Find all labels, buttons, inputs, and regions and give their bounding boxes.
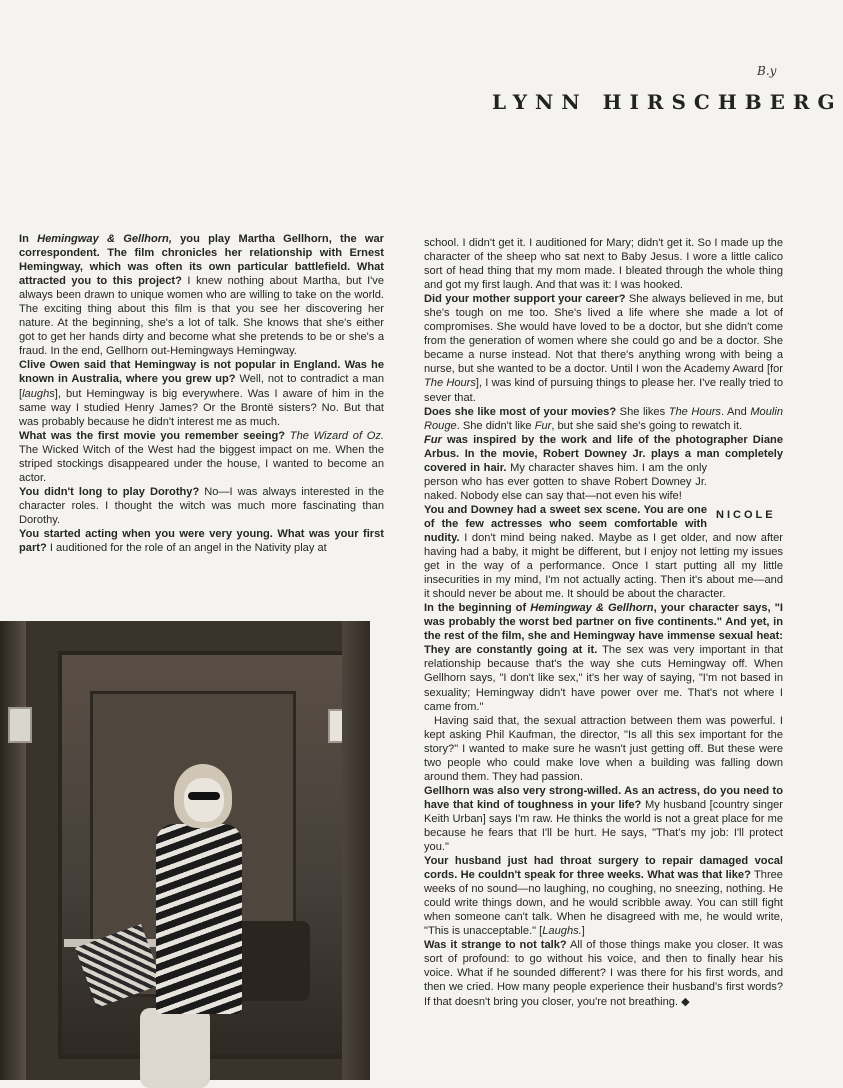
question-text: Was it strange to not talk? bbox=[424, 939, 567, 952]
answer-text: . She didn't like bbox=[456, 419, 535, 432]
film-title: The Hours bbox=[424, 377, 476, 390]
paragraph-r3 bbox=[424, 405, 783, 433]
paragraph-r9 bbox=[424, 854, 783, 938]
answer-text: My husband [country singer Keith Urban] says I'm raw. He thinks the world is not a great place for me because he fears that I'll be hurt. He says, "That's my job: I'll protect you." bbox=[424, 798, 783, 854]
paragraph-r4 bbox=[424, 433, 783, 503]
answer-text: The sex was very important in that relationship because that's the way she cuts Hemingway off. When Gellhorn says, "I don't like sex," it's her way of saying, "I'm not based in sexuality; Hemingway didn't have power over me. That's not where I came from." bbox=[424, 644, 783, 713]
paragraph-4 bbox=[19, 485, 384, 527]
paragraph-5 bbox=[19, 527, 384, 555]
question-text: What was the first movie you remember seeing? bbox=[19, 429, 286, 442]
question-text: You and Downey had a sweet sex scene. You are one of the few actresses who seem comfortable with nudity. bbox=[424, 503, 707, 544]
question-text: In bbox=[19, 233, 38, 245]
answer-text: No—I was always interested in the character roles. I thought the witch was much more fascinating than Dorothy. bbox=[19, 485, 385, 526]
paragraph-3 bbox=[19, 429, 384, 485]
portrait-photo bbox=[0, 621, 382, 1080]
paragraph-r8 bbox=[424, 784, 783, 854]
question-text: In the beginning of bbox=[424, 602, 531, 615]
answer-text: Three weeks of no sound—no laughing, no coughing, no sneezing, nothing. He could write things down, and he would scribble away. You can still fight when someone can't talk. When he disagreed with me, he would write, "This is unacceptable." [ bbox=[424, 869, 783, 938]
answer-text: I auditioned for the role of an angel in the Nativity play at bbox=[46, 542, 327, 555]
film-title: Fur bbox=[424, 433, 442, 446]
patterned-bag bbox=[75, 924, 163, 1008]
answer-text: ], but Hemingway is big everywhere. Was I aware of him in the same way I studied Henry James? Or the Brontë sisters? No. But that was probably because he didn't interest me as much. bbox=[19, 387, 384, 428]
answer-text: All of those things make you closer. It was sort of profound: to go without his voice, and then to finally hear his voice. What if he sounded different? I was there for his first words, and then we cried. How many people experience their husband's first words? If that doesn't bring you closer, you're not breathing. ◆ bbox=[424, 939, 783, 1008]
answer-text: ] bbox=[581, 925, 585, 938]
paragraph-r7: Having said that, the sexual attraction between them was powerful. I kept asking Phil Kaufman, the director, "Is all this sex important for the story?" I wanted to make sure he wasn't just getting off. But these were two people who could make love when a building was falling down around them. They had passion. bbox=[424, 714, 783, 783]
question-text: , your character says, "I was probably the worst bed partner on five continents." And yet, in the rest of the film, she and Hemingway have immense sexual heat: They are constantly going at it. bbox=[424, 602, 784, 657]
answer-text: Well, not to contradict a man [ bbox=[19, 373, 384, 400]
answer-text: I knew nothing about Martha, but I've always been drawn to unique women who are willing to take on the world. The exciting thing about this film is that you see her discovering her nature. At the beginning, she's a lot of talk. She knows that she's either got to get her hands dirty and become what she pretends to be or she's a fraud. In the end, Gellhorn out-Hemingways Hemingway. bbox=[19, 275, 384, 358]
film-title: Fur bbox=[534, 419, 552, 432]
handwritten-mark: B.y bbox=[757, 64, 777, 78]
answer-text: She always believed in me, but she's tough on me too. She's lived a life where she made a lot of compromises. She would have loved to be a doctor, but she didn't come from the generation of women where she could go and be a doctor. She became a nurse instead. Not that there's anything wrong with being a nurse, but she wanted to be a doctor. Until I won the Academy Award [for bbox=[424, 293, 783, 376]
right-article-column bbox=[424, 236, 783, 1009]
answer-text: She likes bbox=[616, 405, 669, 418]
answer-text: . And bbox=[720, 405, 751, 418]
question-text: Did your mother support your career? bbox=[424, 293, 626, 306]
aside-text: laughs bbox=[22, 387, 55, 400]
question-text: Clive Owen said that Hemingway is not popular in England. Was he known in Australia, where you grew up? bbox=[19, 359, 384, 386]
answer-text: ], I was kind of pursuing things to please her. I've really tried to sever that. bbox=[424, 377, 783, 404]
subject-name-label: NICOLE bbox=[716, 509, 776, 521]
paragraph-r1: school. I didn't get it. I auditioned for Mary; didn't get it. So I made up the character of the sheep who sat next to Baby Jesus. I wore a little calico sort of head thing that my mom made. I bleated through the whole thing and got my first laugh. And that was it: I was hooked. bbox=[424, 237, 783, 292]
film-title: Hemingway & Gellhorn, bbox=[37, 233, 172, 245]
film-title: Hemingway & Gellhorn bbox=[530, 602, 654, 615]
photo-edge bbox=[370, 621, 382, 1080]
question-text: you play Martha Gellhorn, the war correspondent. The film chronicles her relationship with Ernest Hemingway, which was often its own particular battlefield. What attracted you to this project? bbox=[19, 233, 384, 288]
face bbox=[184, 778, 224, 822]
film-title: Moulin Rouge bbox=[424, 405, 783, 432]
woman-figure bbox=[84, 764, 244, 1084]
answer-text: , but she said she's going to rewatch it. bbox=[551, 419, 743, 432]
answer-text: I don't mind being naked. Maybe as I get older, and now after having had a baby, it might be different, but I enjoy not letting my issues get in the way of a performance. Once I start putting all my little insecurities in my mind, I'm not actually acting. Then it's about me—and it should never be about me. It should be about the character. bbox=[424, 531, 783, 601]
question-text: You started acting when you were very young. What was your first part? bbox=[19, 527, 384, 555]
door-frame-left bbox=[0, 621, 26, 1080]
sunglasses bbox=[188, 792, 220, 800]
aside-text: Laughs. bbox=[542, 925, 582, 938]
question-text: was inspired by the work and life of the photographer Diane Arbus. In the movie, Robert Downey Jr. plays a man completely covered in hair. bbox=[424, 433, 783, 474]
film-title: The Hours bbox=[668, 405, 721, 418]
film-title: The Wizard of Oz. bbox=[285, 429, 385, 442]
legs bbox=[140, 1008, 210, 1088]
paragraph-r6 bbox=[424, 601, 783, 713]
question-text: Does she like most of your movies? bbox=[424, 405, 617, 418]
question-text: You didn't long to play Dorothy? bbox=[19, 485, 200, 498]
answer-text: The Wicked Witch of the West had the biggest impact on me. When the striped stockings disappeared under the house, I wanted to become an actor. bbox=[19, 443, 384, 484]
question-text: Gellhorn was also very strong-willed. As an actress, do you need to have that kind of toughness in your life? bbox=[424, 784, 783, 811]
wall-sconce-left bbox=[8, 707, 32, 743]
paragraph-1 bbox=[19, 232, 384, 358]
striped-dress bbox=[156, 824, 242, 1014]
question-text: Your husband just had throat surgery to repair damaged vocal cords. He couldn't speak for three weeks. What was that like? bbox=[424, 855, 783, 882]
paragraph-r2 bbox=[424, 292, 783, 404]
author-byline: LYNN HIRSCHBERG bbox=[492, 90, 843, 114]
paragraph-2 bbox=[19, 358, 384, 428]
paragraph-r10 bbox=[424, 938, 783, 1008]
answer-text: My character shaves him. I am the only person who has ever gotten to shave Robert Downey Jr. naked. Nobody else can say that—not even his wife! bbox=[424, 461, 707, 502]
left-article-column bbox=[19, 232, 384, 555]
